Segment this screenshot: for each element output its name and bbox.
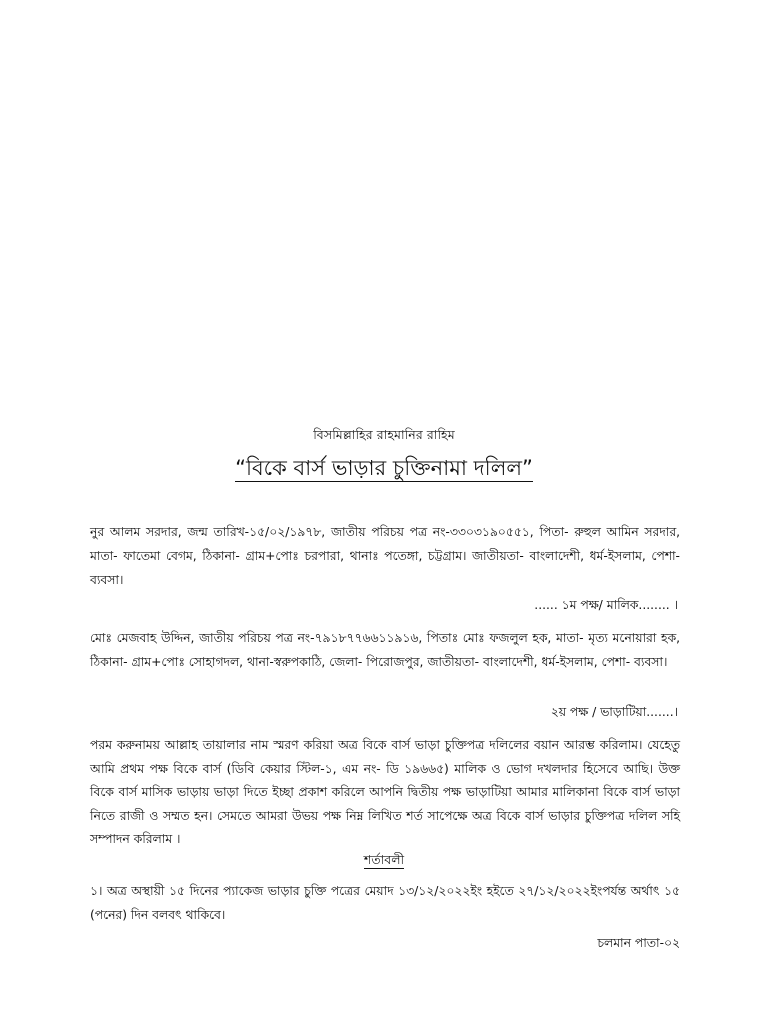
preamble-paragraph: পরম করুনাময় আল্লাহ তায়ালার নাম স্মরণ করিয়া অত্র বিকে বার্স ভাড়া চুক্তিপত্র দলিলের বয়ান আরম্ভ করিলাম। যেহেতু আমি প্রথম পক্ষ বিকে বার্স (ডিবি কেয়ার স্টিল-১, এম নং- ডি ১৯৬৬৫) মালিক ও ভোগ দখলদার হিসেবে আছি। উক্ত বিকে বার্স মাসিক ভাড়ায় ভাড়া দিতে ইচ্ছা প্রকাশ করিলে আপনি দ্বিতীয় পক্ষ ভাড়াটিয়া আমার মালিকানা বিকে বার্স ভাড়া নিতে রাজী ও সম্মত হন। সেমতে আমরা উভয় পক্ষ নিম্ন লিখিত শর্ত সাপেক্ষে অত্র বিকে বার্স ভাড়ার চুক্তিপত্র দলিল সহি সম্পাদন করিলাম । [90, 738, 680, 846]
condition-item-1: ১। অত্র অস্থায়ী ১৫ দিনের প্যাকেজ ভাড়ার চুক্তি পত্রের মেয়াদ ১৩/১২/২০২২ইং হইতে ২৭/১২/২০২২ইংপর্যন্ত অর্থাৎ ১৫ (পনের) দিন বলবৎ থাকিবে। [90, 884, 680, 922]
bismillah-heading: বিসমিল্লাহির রাহমানির রাহিম [313, 427, 455, 442]
document-title [0, 452, 768, 487]
conditions-heading-text: শর্তাবলী [363, 852, 405, 867]
conditions-heading [0, 852, 768, 872]
second-party-details: মোঃ মেজবাহ উদ্দিন, জাতীয় পরিচয় পত্র নং-৭৯১৮৭৭৬৬১১৯১৬, পিতাঃ মোঃ ফজলুল হক, মাতা- মৃত্য মনোয়ারা হক, ঠিকানা- গ্রাম+পোঃ সোহাগদল, থানা-স্বরুপকাঠি, জেলা- পিরোজপুর, জাতীয়তা- বাংলাদেশী, ধর্ম-ইসলাম, পেশা- ব্যবসা। [90, 631, 680, 669]
document-title-text: “বিকে বার্স ভাড়ার চুক্তিনামা দলিল” [235, 456, 533, 480]
first-party-label: ...... ১ম পক্ষ/ মালিক........ । [534, 598, 678, 612]
continued-page-note: চলমান পাতা-০২ [597, 936, 680, 950]
second-party-label: ২য় পক্ষ / ভাড়াটিয়া.......। [550, 705, 678, 719]
first-party-details: নুর আলম সরদার, জন্ম তারিখ-১৫/০২/১৯৭৮, জাতীয় পরিচয় পত্র নং-৩৩০৩১৯০৫৫১, পিতা- রুহুল আমিন সরদার, মাতা- ফাতেমা বেগম, ঠিকানা- গ্রাম+পোঃ চরপারা, থানাঃ পতেঙ্গা, চট্টগ্রাম। জাতীয়তা- বাংলাদেশী, ধর্ম-ইসলাম, পেশা- ব্যবসা। [90, 525, 680, 587]
